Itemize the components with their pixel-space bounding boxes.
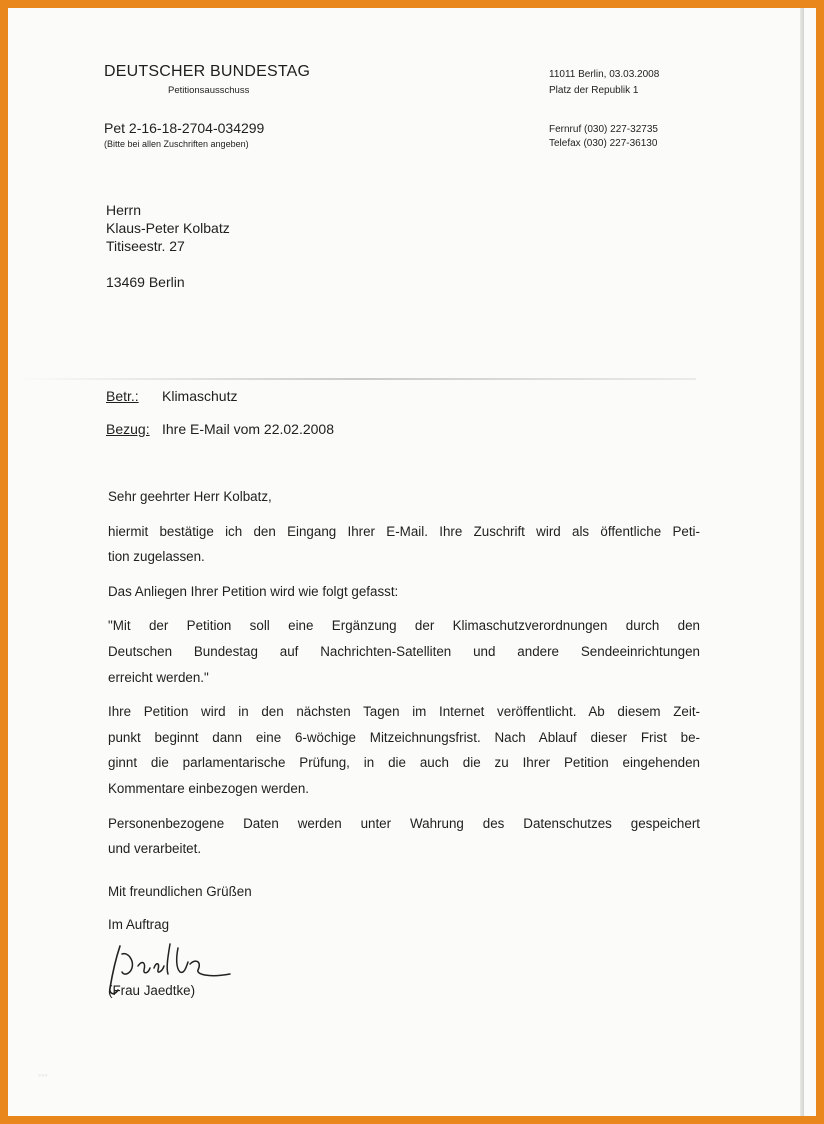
recipient-street: Titiseestr. 27 — [106, 238, 185, 254]
paragraph-confirmation — [108, 519, 700, 570]
paragraph-line: tion zugelassen. — [108, 549, 205, 565]
closing-on-behalf: Im Auftrag — [108, 917, 170, 932]
paragraph-line: ginnt die parlamentarische Prüfung, in die auch die zu Ihrer Petition eingehenden — [108, 755, 700, 771]
signer-name: (Frau Jaedtke) — [108, 983, 196, 998]
watermark-icon: ◦◦◦ — [38, 1070, 48, 1080]
closing-regards: Mit freundlichen Grüßen — [108, 884, 252, 899]
reference-number: Pet 2-16-18-2704-034299 — [104, 120, 265, 136]
subject-label: Betr.: — [106, 388, 139, 404]
recipient-city: 13469 Berlin — [106, 274, 185, 290]
greeting: Sehr geehrter Herr Kolbatz, — [108, 489, 272, 504]
place-date: 11011 Berlin, 03.03.2008 — [549, 69, 660, 80]
paragraph-line: Personenbezogene Daten werden unter Wahrung des Datenschutzes gespeichert — [108, 815, 700, 831]
paragraph-publication — [108, 699, 700, 801]
paragraph-line: erreicht werden." — [108, 669, 209, 685]
sender-address: Platz der Republik 1 — [549, 85, 639, 96]
recipient-name: Klaus-Peter Kolbatz — [106, 220, 230, 236]
reference-label: Bezug: — [106, 421, 150, 437]
recipient-block — [106, 201, 230, 291]
recipient-salutation: Herrn — [106, 202, 142, 218]
paragraph-line: Ihre Petition wird in den nächsten Tagen im Internet veröffentlicht. Ab diesem Zeit- — [108, 704, 700, 720]
paragraph-line: hiermit bestätige ich den Eingang Ihrer E-Mail. Ihre Zuschrift wird als öffentliche Peti- — [108, 523, 700, 539]
org-name: DEUTSCHER BUNDESTAG — [104, 63, 311, 80]
paragraph-data-protection — [108, 811, 700, 862]
subject-value: Klimaschutz — [162, 388, 238, 404]
paragraph-line: Deutschen Bundestag auf Nachrichten-Satelliten und andere Sendeeinrichtungen — [108, 643, 700, 659]
reference-value: Ihre E-Mail vom 22.02.2008 — [162, 421, 334, 437]
letter-body — [108, 484, 700, 871]
scan-edge-shadow — [800, 8, 804, 1116]
paragraph-line: "Mit der Petition soll eine Ergänzung der Klimaschutzverordnungen durch den — [108, 618, 700, 634]
paragraph-line: Kommentare einbezogen werden. — [108, 780, 309, 796]
phone-number: Fernruf (030) 227-32735 — [549, 124, 658, 135]
paragraph-line: Das Anliegen Ihrer Petition wird wie folgt gefasst: — [108, 583, 399, 599]
reference-note: (Bitte bei allen Zuschriften angeben) — [104, 139, 249, 149]
org-department: Petitionsausschuss — [168, 85, 250, 96]
letter-page — [8, 8, 816, 1116]
paragraph-line: punkt beginnt dann eine 6-wöchige Mitzeichnungsfrist. Nach Ablauf dieser Frist be- — [108, 729, 700, 745]
paragraph-summary-intro — [108, 579, 700, 605]
fold-line — [16, 378, 696, 380]
paragraph-petition-quote — [108, 613, 700, 690]
paragraph-line: und verarbeitet. — [108, 841, 202, 857]
fax-number: Telefax (030) 227-36130 — [549, 138, 658, 149]
